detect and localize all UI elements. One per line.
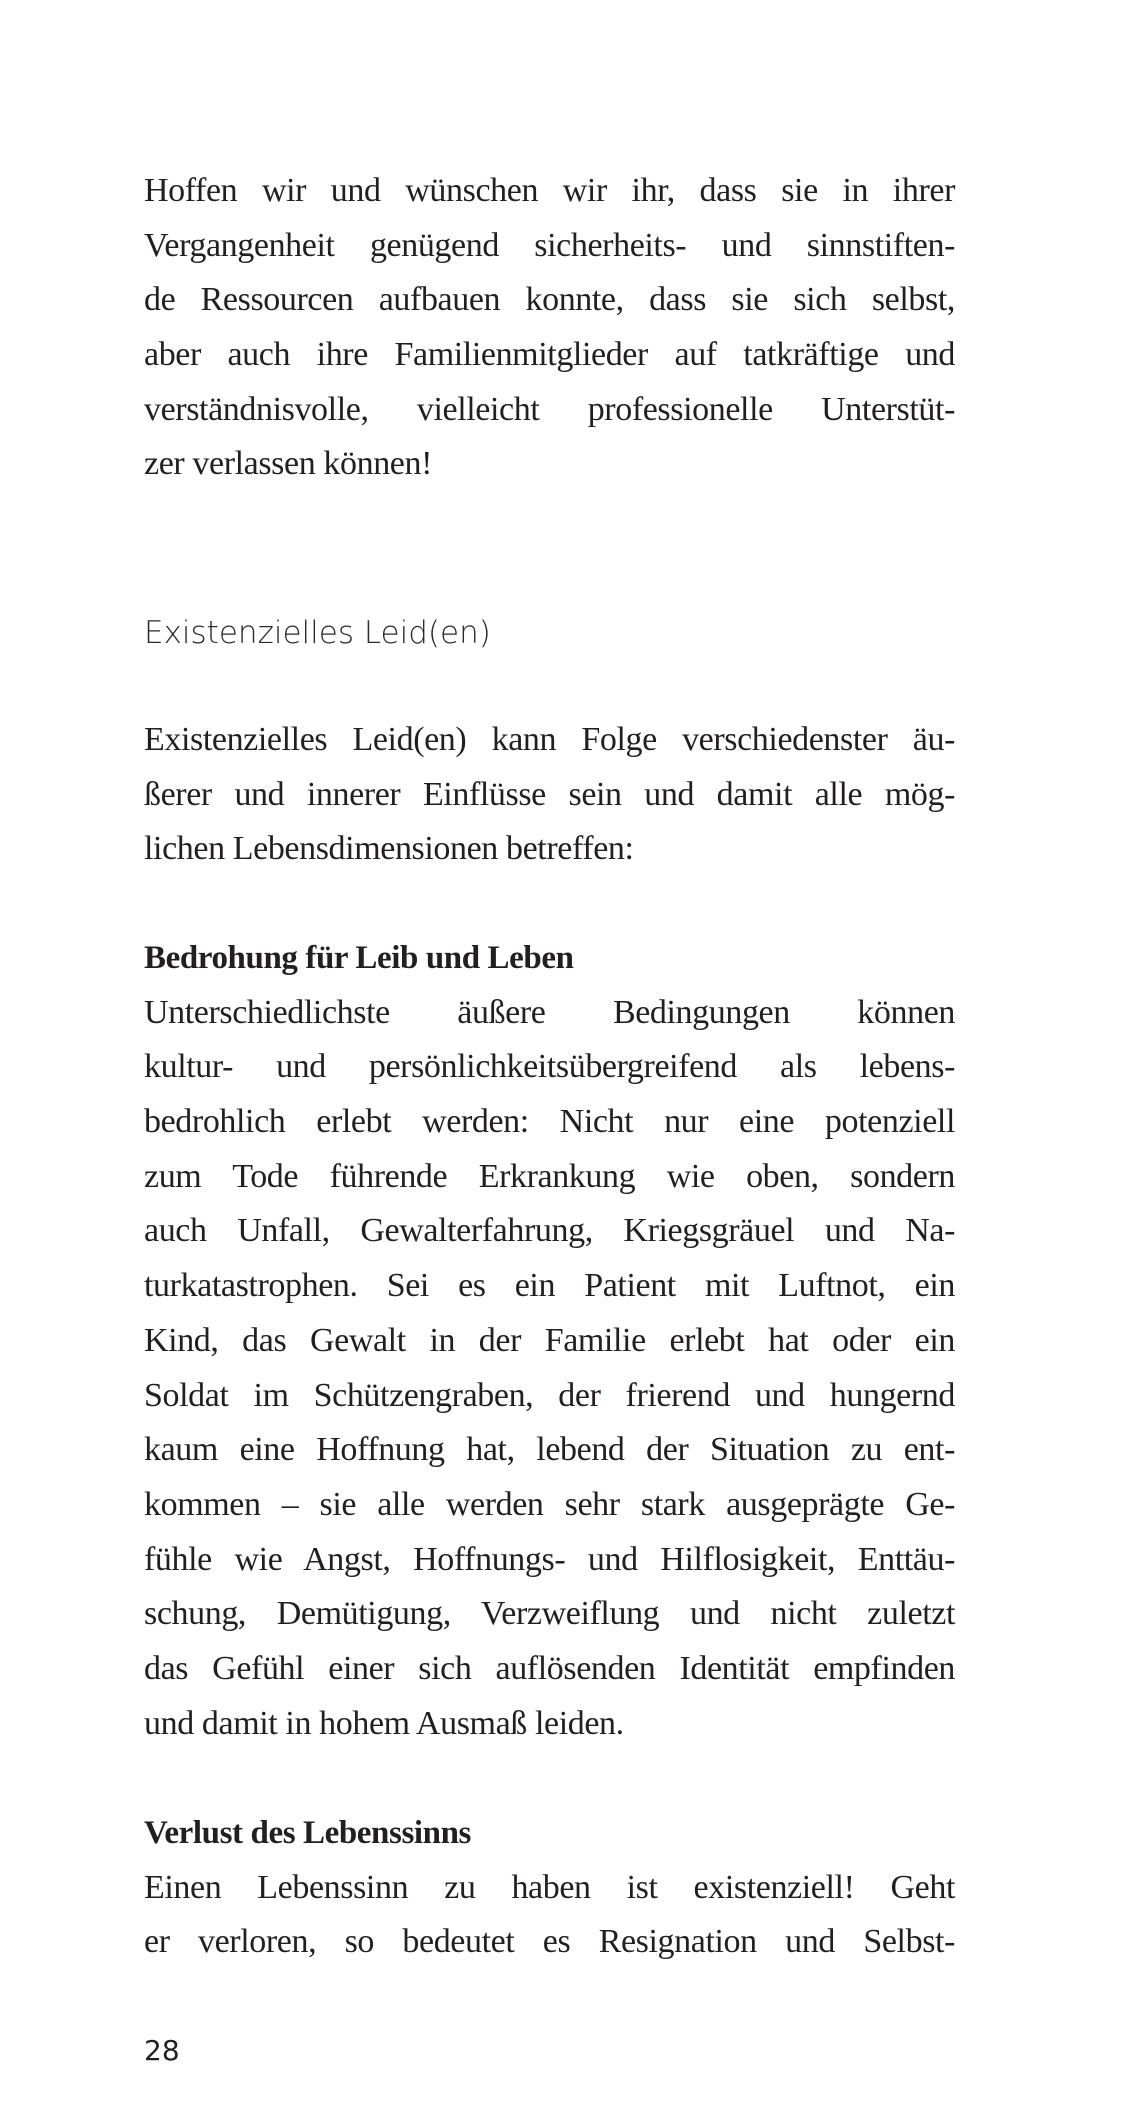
section-lebenssinn (144, 1806, 955, 1970)
text-line: lichen Lebensdimensionen betreffen: (144, 830, 634, 868)
subheading: Verlust des Lebenssinns (144, 1815, 472, 1851)
text-line: auch Unfall, Gewalterfahrung, Kriegsgräuel und Na- (144, 1212, 955, 1250)
text-line: er verloren, so bedeutet es Resignation und Selbst- (144, 1923, 955, 1961)
text-line: ßerer und innerer Einflüsse sein und damit alle mög- (144, 775, 955, 813)
text-line: Unterschiedlichste äußere Bedingungen können (144, 993, 955, 1031)
text-line: zer verlassen können! (144, 445, 433, 483)
section-heading: Existenzielles Leid(en) (144, 615, 491, 651)
paragraph-2 (144, 713, 955, 877)
paragraph-1 (144, 164, 955, 492)
text-line: de Ressourcen aufbauen konnte, dass sie sich selbst, (144, 281, 955, 319)
text-line: Soldat im Schützengraben, der frierend und hungernd (144, 1376, 955, 1414)
text-line: Vergangenheit genügend sicherheits- und sinnstiften- (144, 226, 955, 264)
subheading: Bedrohung für Leib und Leben (144, 940, 574, 976)
text-line: Einen Lebenssinn zu haben ist existenziell! Geht (144, 1868, 955, 1906)
text-line: turkatastrophen. Sei es ein Patient mit Luftnot, ein (144, 1267, 955, 1305)
text-line: kaum eine Hoffnung hat, lebend der Situation zu ent- (144, 1431, 955, 1469)
text-line: kommen – sie alle werden sehr stark ausgeprägte Ge- (144, 1485, 955, 1523)
text-line: Existenzielles Leid(en) kann Folge verschiedenster äu- (144, 721, 955, 758)
page-number: 28 (144, 2034, 180, 2067)
text-line: das Gefühl einer sich auflösenden Identität empfinden (144, 1649, 955, 1687)
text-line: fühle wie Angst, Hoffnungs- und Hilflosigkeit, Enttäu- (144, 1540, 955, 1578)
text-line: bedrohlich erlebt werden: Nicht nur eine potenziell (144, 1103, 955, 1141)
text-line: zum Tode führende Erkrankung wie oben, sondern (144, 1157, 955, 1195)
text-line: aber auch ihre Familienmitglieder auf tatkräftige und (144, 336, 955, 374)
text-line: Hoffen wir und wünschen wir ihr, dass sie in ihrer (144, 172, 955, 209)
text-line: schung, Demütigung, Verzweiflung und nicht zuletzt (144, 1595, 955, 1633)
text-line: kultur- und persönlichkeitsübergreifend als lebens- (144, 1048, 955, 1086)
text-line: und damit in hohem Ausmaß leiden. (144, 1704, 624, 1742)
text-line: Kind, das Gewalt in der Familie erlebt hat oder ein (144, 1321, 955, 1359)
section-bedrohung (144, 931, 955, 1751)
text-line: verständnisvolle, vielleicht professionelle Unterstüt- (144, 390, 955, 428)
